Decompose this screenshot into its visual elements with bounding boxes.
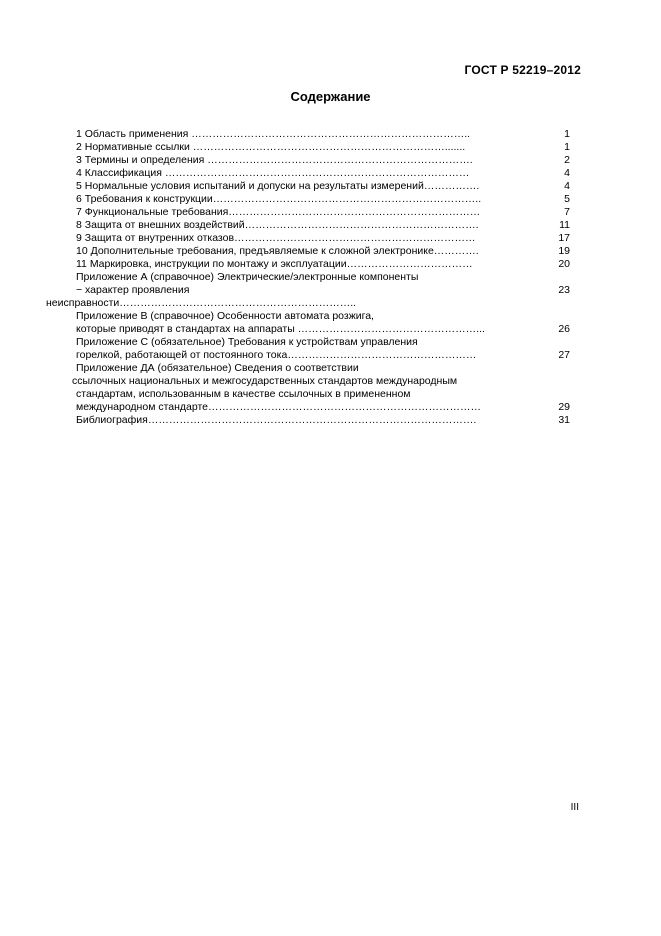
toc-appendix-a-line-3: неисправности………………………………………………………….. xyxy=(46,297,357,309)
toc-appendix-c-line-1: Приложение С (обязательное) Требования к устройствам управления xyxy=(76,336,418,348)
toc-entry-7-text: 7 Функциональные требования……………………………………………………………… xyxy=(76,206,481,218)
toc-entry-11-page: 20 xyxy=(558,258,570,270)
toc-entry-7-page: 7 xyxy=(564,206,570,218)
toc-title: Содержание xyxy=(290,89,371,104)
toc-bibliography-page: 31 xyxy=(558,414,570,426)
toc-appendix-b-line-2: которые приводят в стандартах на аппараты ……………………………………………... xyxy=(76,323,485,335)
toc-entry-8-page: 11 xyxy=(559,219,570,231)
toc-appendix-a-page: 23 xyxy=(558,284,570,296)
toc-entry-8-text: 8 Защита от внешних воздействий…………………………………………………………. xyxy=(76,219,479,231)
toc-appendix-da-line-1: Приложение ДА (обязательное) Сведения о соответствии xyxy=(76,362,359,374)
toc-entry-4-page: 4 xyxy=(564,167,570,179)
toc-entry-3-page: 2 xyxy=(564,154,570,166)
toc-entry-6-page: 5 xyxy=(564,193,570,205)
toc-entry-10-text: 10 Дополнительные требования, предъявляемые к сложной электронике…………. xyxy=(76,245,479,257)
toc-entry-2-page: 1 xyxy=(564,141,570,153)
toc-entry-9-page: 17 xyxy=(558,232,570,244)
toc-appendix-da-line-2: ссылочных национальных и межгосударственных стандартов международным xyxy=(72,375,458,387)
toc-entry-5-page: 4 xyxy=(564,180,570,192)
toc-entry-4-text: 4 Классификация …………………………………………………………………………… xyxy=(76,167,470,179)
toc-appendix-c-page: 27 xyxy=(558,349,570,361)
toc-bibliography-text: Библиография…………………………………………………………………………………. xyxy=(76,414,477,426)
toc-appendix-a-line-1: Приложение А (справочное) Электрические/электронные компоненты xyxy=(76,271,419,283)
toc-entry-11-text: 11 Маркировка, инструкции по монтажу и эксплуатации……………………………… xyxy=(76,258,473,270)
document-code: ГОСТ Р 52219–2012 xyxy=(464,63,581,77)
page-number: III xyxy=(570,802,579,813)
toc-appendix-da-page: 29 xyxy=(558,401,570,413)
toc-entry-1-text: 1 Область применения …………………………………………………………………….. xyxy=(76,128,471,140)
toc-entry-10-page: 19 xyxy=(558,245,570,257)
toc-entry-6-text: 6 Требования к конструкции………………………………………………………………….. xyxy=(76,193,482,205)
toc-appendix-b-line-1: Приложение В (справочное) Особенности автомата розжига, xyxy=(76,310,374,322)
toc-entry-5-text: 5 Нормальные условия испытаний и допуски на результаты измерений……………. xyxy=(76,180,480,192)
toc-entry-1-page: 1 xyxy=(564,128,570,140)
toc-appendix-da-line-4: международном стандарте…………………………………………………………………… xyxy=(76,401,482,413)
toc-entry-2-text: 2 Нормативные ссылки ………………………………………………………………....... xyxy=(76,141,466,153)
toc-appendix-a-line-2: − характер проявления xyxy=(76,284,190,296)
toc-appendix-c-line-2: горелкой, работающей от постоянного тока……………………………………………… xyxy=(76,349,477,361)
toc-appendix-da-line-3: стандартам, использованным в качестве ссылочных в примененном xyxy=(76,388,411,400)
toc-entry-9-text: 9 Защита от внутренних отказов…………………………………………………………… xyxy=(76,232,476,244)
toc-entry-3-text: 3 Термины и определения …………………………………………………………………. xyxy=(76,154,473,166)
toc-appendix-b-page: 26 xyxy=(558,323,570,335)
